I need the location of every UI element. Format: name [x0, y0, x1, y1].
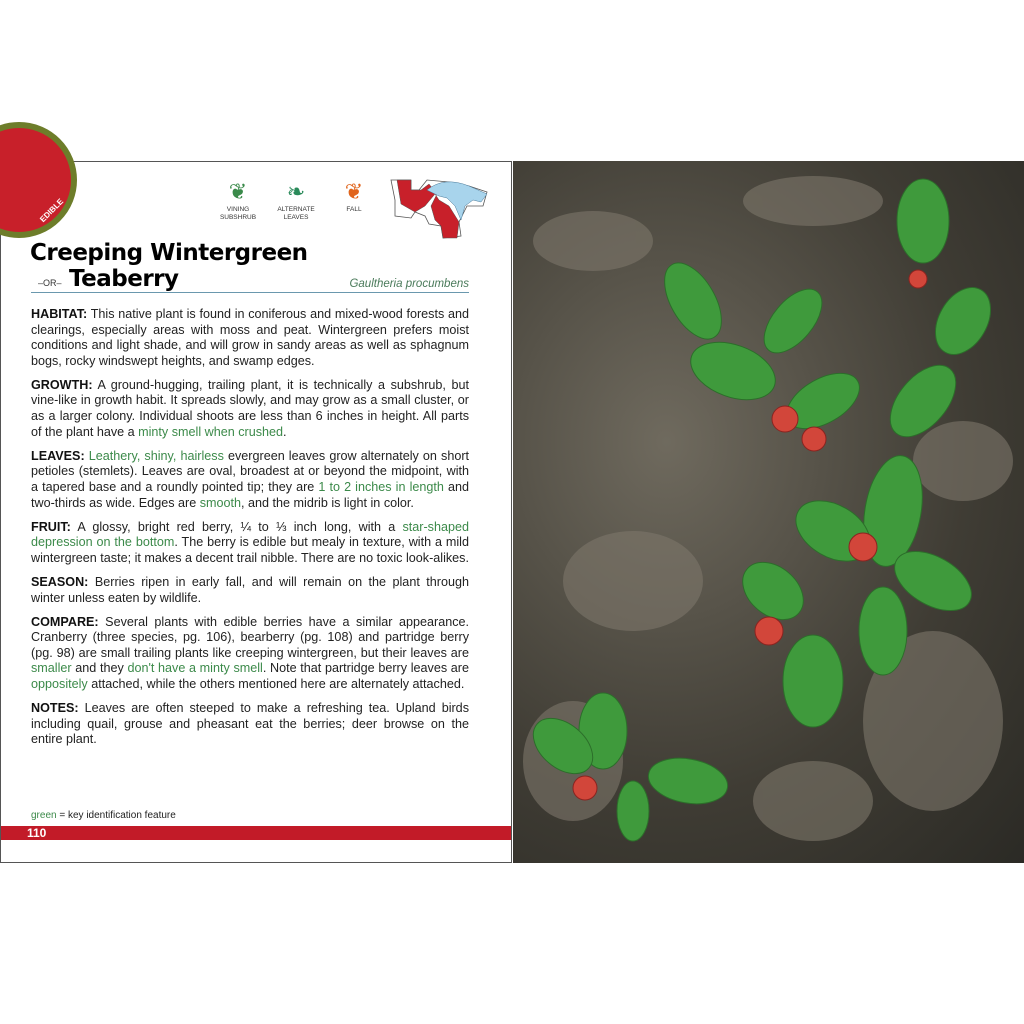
- section-text: attached, while the others mentioned here are alternately attached.: [87, 676, 465, 691]
- icon-label: ALTERNATE: [277, 206, 315, 213]
- key-feature-text: Leathery, shiny, hairless: [88, 448, 224, 463]
- book-page-left: [0, 161, 512, 863]
- section-text: Several plants with edible berries have a similar appearance. Cranberry (three species, pg. 106), bearberry (pg. 108) and partridge berry (pg. 98) are small trailing plants like creeping wintergreen, but their leaves are: [31, 614, 469, 660]
- section-label: LEAVES:: [31, 448, 85, 463]
- section-text: A ground-hugging, trailing plant, it is technically a subshrub, but vine-like in growth habit. It spreads slowly, and may grow as a small cluster, or as a larger colony. Individual shoots are less than 6 inches in height. All parts of the plant have a: [31, 377, 469, 439]
- description-body: [31, 307, 469, 756]
- section-label: SEASON:: [31, 574, 89, 589]
- key-feature-text: star-shaped depression on the bottom: [31, 519, 469, 550]
- alternate-leaves-icon: ❧: [286, 179, 306, 204]
- section-habitat: [31, 307, 469, 369]
- section-label: HABITAT:: [31, 307, 88, 321]
- section-text: . The berry is edible but mealy in texture, with a mild wintergreen taste; it makes a decent trail nibble. There are no toxic look-alikes.: [31, 535, 469, 565]
- section-text: and two-thirds as wide. Edges are: [31, 479, 469, 510]
- section-compare: [31, 615, 469, 693]
- section-season: [31, 575, 469, 606]
- scientific-name: Gaultheria procumbens: [349, 278, 469, 290]
- section-text: A glossy, bright red berry, ¼ to ⅓ inch long, with a: [70, 519, 403, 534]
- section-leaves: [31, 449, 469, 511]
- key-feature-text: smaller: [31, 661, 72, 676]
- icon-label: FALL: [346, 206, 362, 213]
- vining-subshrub-icon: ❦: [228, 179, 248, 204]
- key-feature-text: don't have a minty smell: [127, 661, 263, 676]
- section-notes: [31, 701, 469, 748]
- icon-vining-subshrub: [213, 178, 263, 222]
- section-label: FRUIT:: [31, 519, 71, 534]
- section-text: evergreen leaves grow alternately on short petioles (stemlets). Leaves are oval, broadest at or beyond the midpoint, with a tapered base and a roundly pointed tip; they are: [31, 448, 470, 494]
- key-feature-text: smooth: [199, 495, 242, 510]
- page-title: Creeping Wintergreen: [30, 240, 308, 266]
- badge-label: EDIBLE: [38, 196, 66, 225]
- page-number-bar: [1, 826, 511, 840]
- plant-photo: [513, 161, 1024, 863]
- legend-key: green: [31, 810, 57, 821]
- legend-text: = key identification feature: [56, 810, 176, 821]
- section-text: . Note that partridge berry leaves are: [262, 661, 469, 676]
- wintergreen-photo-illustration: [513, 161, 1024, 863]
- icon-label: SUBSHRUB: [219, 214, 257, 221]
- icon-label: VINING: [226, 206, 250, 213]
- key-feature-text: 1 to 2 inches in length: [318, 479, 444, 494]
- section-text: and they: [71, 661, 128, 676]
- section-text: , and the midrib is light in color.: [241, 495, 414, 510]
- section-fruit: [31, 520, 469, 567]
- section-label: COMPARE:: [31, 614, 99, 629]
- key-feature-text: minty smell when crushed: [138, 424, 284, 439]
- section-label: GROWTH:: [31, 377, 93, 392]
- section-text: This native plant is found in coniferous and mixed-wood forests and clearings, especially areas with moss and peat. Wintergreen prefers moist conditions and light shade, and will grow in sandy areas as well as sphagnum bogs, rocky windswept heights, and swamp edges.: [31, 307, 469, 368]
- page-number: 110: [27, 826, 47, 840]
- or-separator: –OR–: [38, 278, 62, 288]
- range-map: [389, 176, 491, 242]
- section-text: Leaves are often steeped to make a refreshing tea. Upland birds including quail, grouse and pheasant eat the berries; deer browse on the entire plant.: [31, 701, 469, 747]
- icon-label: LEAVES: [283, 214, 309, 221]
- section-label: NOTES:: [31, 701, 79, 716]
- title-rule: [31, 292, 469, 293]
- section-text: Berries ripen in early fall, and will remain on the plant through winter unless eaten by wildlife.: [31, 574, 469, 605]
- edible-badge: [0, 122, 77, 238]
- icon-fall: [329, 178, 379, 214]
- key-feature-text: oppositely: [31, 676, 88, 691]
- section-growth: [31, 378, 469, 440]
- legend: [31, 810, 176, 821]
- alternate-name: Teaberry: [69, 266, 179, 292]
- icon-alternate-leaves: [271, 178, 321, 222]
- section-text: .: [283, 424, 287, 439]
- fall-icon: ❦: [344, 179, 364, 204]
